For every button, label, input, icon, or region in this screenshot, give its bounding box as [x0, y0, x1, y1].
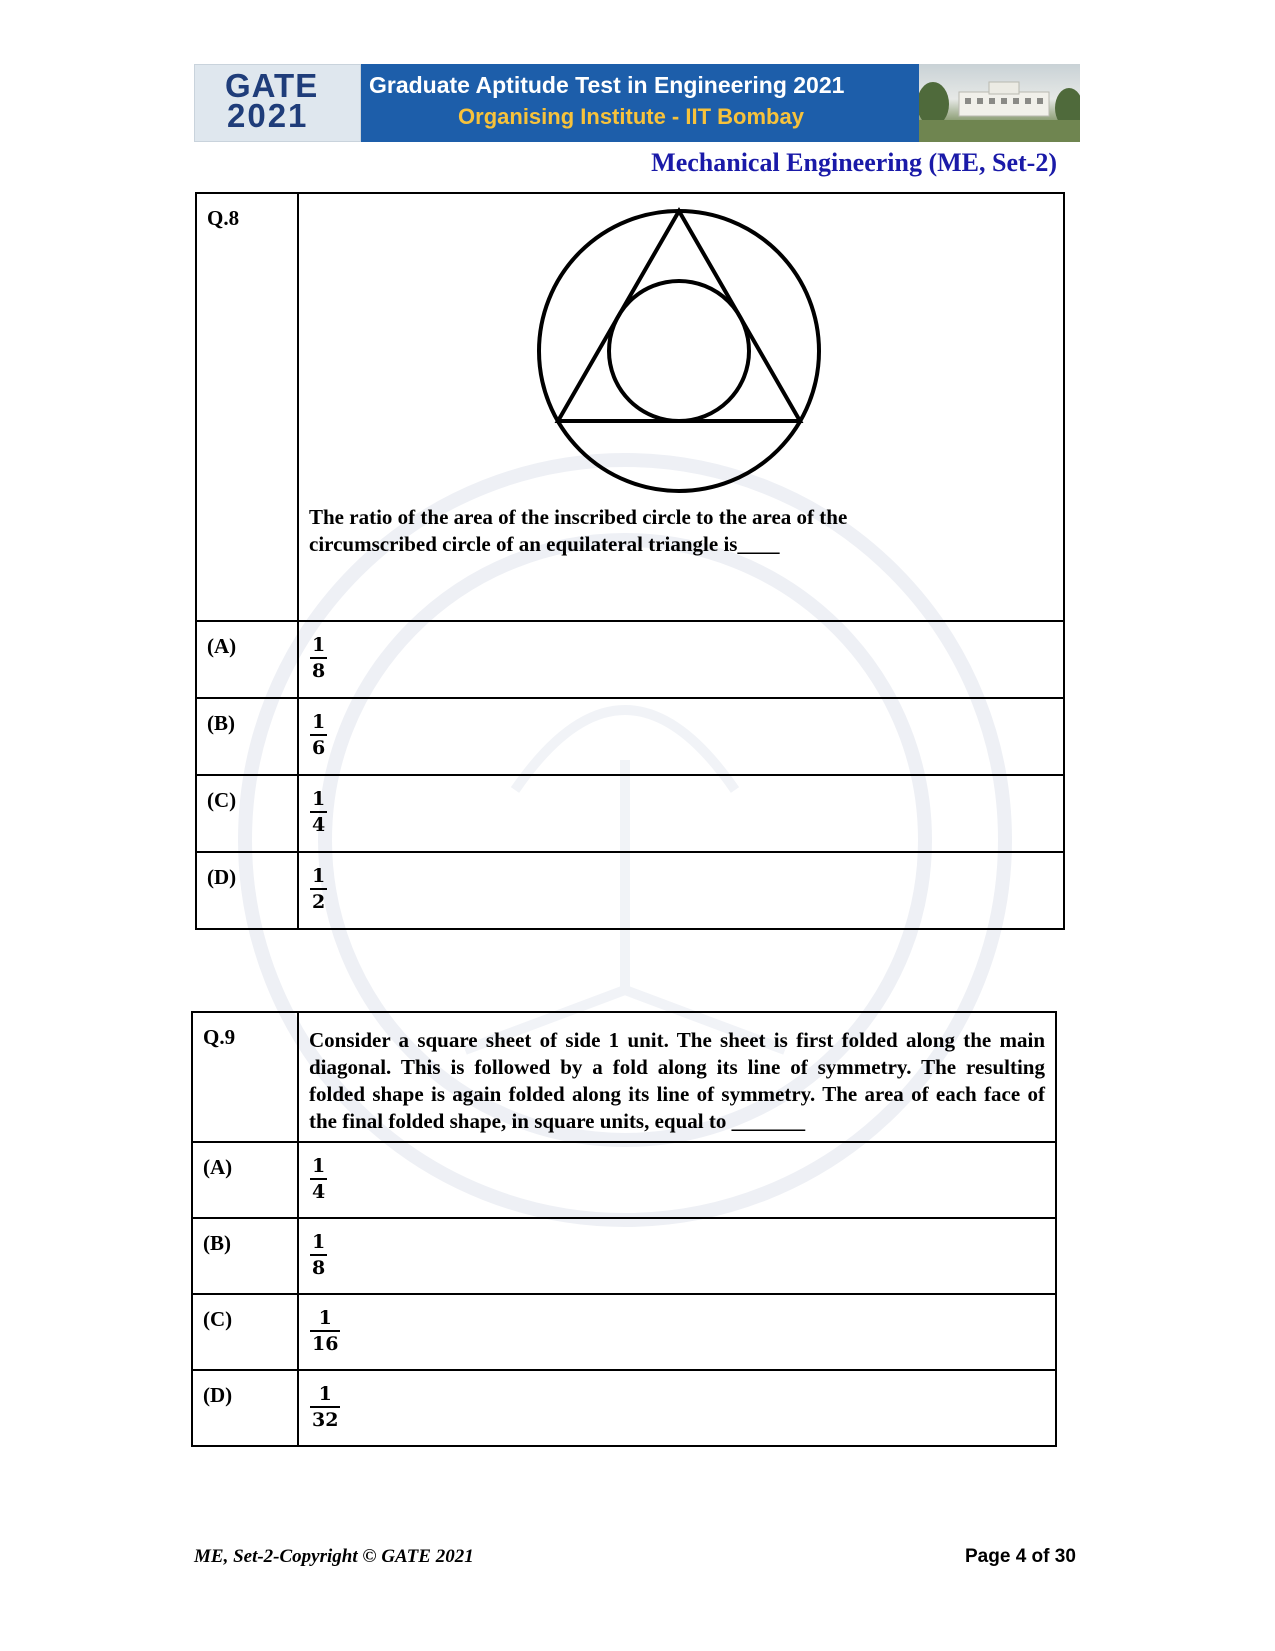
- fraction: [310, 1382, 340, 1432]
- option-label: (B): [192, 1218, 298, 1294]
- question-9-table: [191, 1011, 1057, 1447]
- fraction: [310, 787, 327, 837]
- denominator: 16: [310, 1330, 340, 1356]
- option-value: [298, 852, 1064, 929]
- denominator: 8: [310, 657, 327, 683]
- banner-title: Graduate Aptitude Test in Engineering 2021: [369, 72, 845, 98]
- option-value: [298, 1294, 1056, 1370]
- logo-year-text: 2021: [227, 97, 309, 134]
- fraction: [310, 1154, 327, 1204]
- footer-copyright: ME, Set-2-Copyright © GATE 2021: [194, 1546, 474, 1567]
- denominator: 4: [310, 811, 327, 837]
- footer-page-number: [965, 1546, 1076, 1568]
- triangle-circles-figure: [299, 194, 1063, 504]
- page-total: 30: [1054, 1546, 1076, 1567]
- campus-photo: [919, 64, 1080, 142]
- numerator: 1: [312, 1155, 326, 1177]
- question-8-text: [299, 504, 1063, 558]
- page-of: of: [1026, 1546, 1055, 1567]
- question-8-text-line-2: circumscribed circle of an equilateral triangle is____: [309, 532, 780, 556]
- page-current: 4: [1015, 1546, 1027, 1567]
- numerator: 1: [312, 711, 326, 733]
- campus-building-icon: [919, 64, 1080, 142]
- option-value: [298, 1370, 1056, 1446]
- gate-logo: [194, 64, 361, 142]
- option-row: [196, 775, 1064, 852]
- numerator: 1: [312, 788, 326, 810]
- option-row: [192, 1142, 1056, 1218]
- denominator: 2: [310, 888, 327, 914]
- option-value: [298, 775, 1064, 852]
- fraction: [310, 1306, 340, 1356]
- header-banner: [194, 64, 1080, 142]
- numerator: 1: [312, 865, 326, 887]
- option-value: [298, 1142, 1056, 1218]
- banner-title-block: [361, 64, 919, 142]
- option-row: [196, 621, 1064, 698]
- logo-gate-text: GATE: [225, 67, 319, 104]
- paper-title: Mechanical Engineering (ME, Set-2): [651, 148, 1057, 177]
- option-label: (C): [192, 1294, 298, 1370]
- option-value: [298, 698, 1064, 775]
- option-label: (B): [196, 698, 298, 775]
- option-value: [298, 621, 1064, 698]
- circumscribed-circle: [539, 211, 819, 491]
- option-row: [196, 852, 1064, 929]
- question-8-body: [298, 193, 1064, 621]
- denominator: 6: [310, 734, 327, 760]
- denominator: 32: [310, 1406, 340, 1432]
- question-9-text: Consider a square sheet of side 1 unit. The sheet is first folded along the main diagonal. This is followed by a fold along its line of symmetry. The resulting folded shape is again folded along its line of symmetry. The area of each face of the final folded shape, in square units, equal to _______: [298, 1012, 1056, 1142]
- question-8-table: [195, 192, 1065, 930]
- option-label: (A): [196, 621, 298, 698]
- banner-subtitle: Organising Institute - IIT Bombay: [458, 104, 804, 129]
- fraction: [310, 710, 327, 760]
- option-label: (D): [196, 852, 298, 929]
- option-value: [298, 1218, 1056, 1294]
- option-label: (C): [196, 775, 298, 852]
- inscribed-circle: [609, 281, 749, 421]
- option-row: [196, 698, 1064, 775]
- option-row: [192, 1294, 1056, 1370]
- numerator: 1: [318, 1383, 332, 1405]
- numerator: 1: [312, 634, 326, 656]
- option-row: [192, 1370, 1056, 1446]
- denominator: 8: [310, 1254, 327, 1280]
- question-9-label: Q.9: [192, 1012, 298, 1142]
- fraction: [310, 633, 327, 683]
- equilateral-triangle: [558, 211, 800, 421]
- question-8-label: Q.8: [196, 193, 298, 621]
- option-row: [192, 1218, 1056, 1294]
- option-label: (D): [192, 1370, 298, 1446]
- numerator: 1: [318, 1307, 332, 1329]
- numerator: 1: [312, 1231, 326, 1253]
- question-8-text-line-1: The ratio of the area of the inscribed circle to the area of the: [309, 505, 848, 529]
- option-label: (A): [192, 1142, 298, 1218]
- fraction: [310, 864, 327, 914]
- page-prefix: Page: [965, 1546, 1016, 1567]
- fraction: [310, 1230, 327, 1280]
- denominator: 4: [310, 1178, 327, 1204]
